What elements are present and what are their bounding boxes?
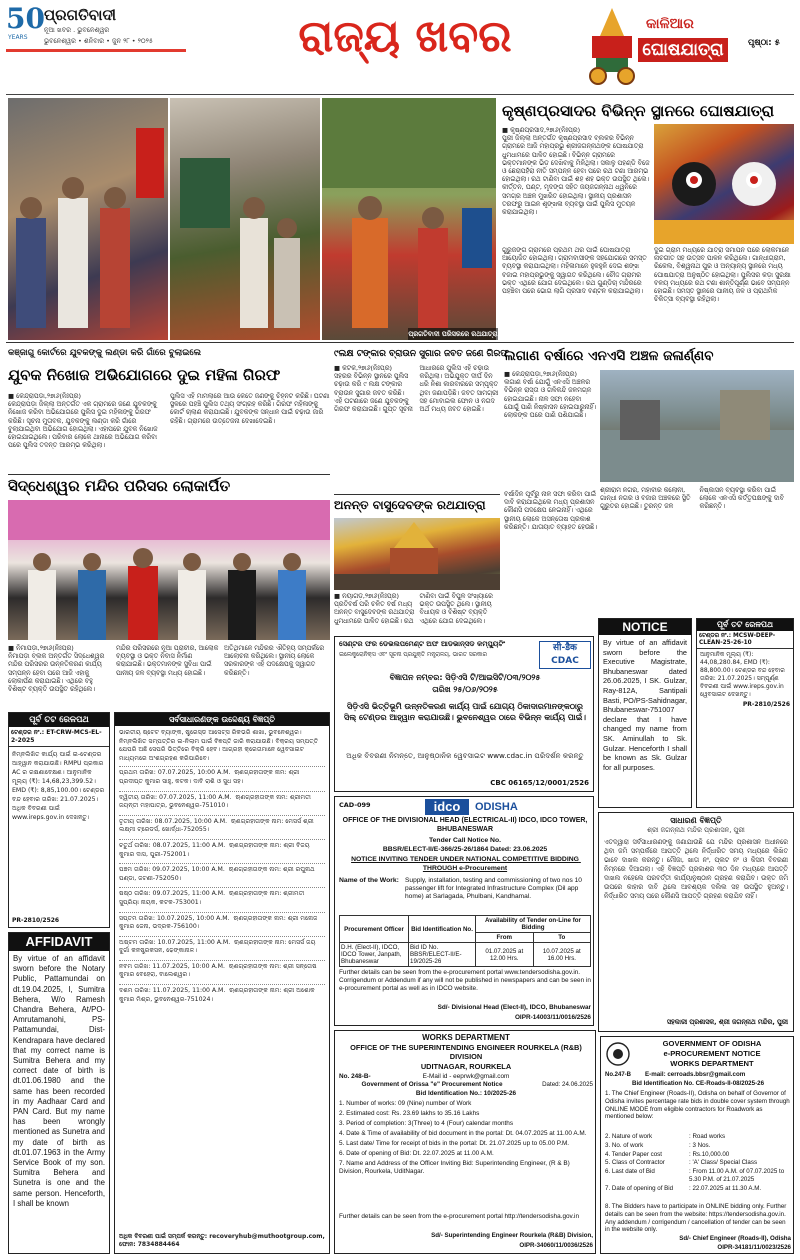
idco-td-from: 01.07.2025 at 12.00 Hrs. xyxy=(476,943,534,967)
auction-row: ପଞ୍ଚମ ତାରିଖ: 09.07.2025, 10:00 A.M. ଋଣଗ୍ରହୀତାଙ୍କ ନାମ: ଶ୍ରୀ ରଘୁନାଥ ପଣ୍ଡା, ଜଟଣୀ-752050। xyxy=(119,863,325,883)
masthead xyxy=(0,0,800,96)
govt-item-label: 4. Tender Paper cost xyxy=(605,1150,662,1158)
name-change-title: NOTICE xyxy=(599,619,691,635)
temple-figures xyxy=(8,500,330,640)
temple-land-sub: ଶ୍ରୀ ଜଗନ୍ନାଥ ମନ୍ଦିର ପ୍ରଶାସନ, ପୁରୀ xyxy=(647,826,745,834)
temple-land-notice xyxy=(598,812,794,1032)
govt-item-label: 5. Class of Contractor xyxy=(605,1159,665,1167)
govt-email: E-mail: cerroads.bbsr@gmail.com xyxy=(645,1071,746,1078)
govt-item-label: 6. Last date of Bid xyxy=(605,1168,655,1176)
govt-title3: WORKS DEPARTMENT xyxy=(670,1059,754,1068)
auction-row: ଷଷ୍ଠ ତାରିଖ: 09.07.2025, 11:00 A.M. ଋଣଗ୍ରହୀତାଙ୍କ ନାମ: ଶ୍ରୀମତୀ ସୁପ୍ରିୟା ନାୟକ, କଟକ-753001। xyxy=(119,887,325,907)
affidavit-notice xyxy=(8,932,110,1254)
idco-logo: idco xyxy=(425,799,469,815)
temple-land-body: ଏତଦ୍ୱାରା ସର୍ବସାଧାରଣଙ୍କୁ ଜଣାଯାଉଛି ଯେ ମନ୍ଦିର ପ୍ରଶାସନ ଅଧୀନରେ ଥିବା ଜମି ସମ୍ପର୍କରେ ଆପତ୍ତି ଥିଲେ ନିର୍ଦ୍ଧାରିତ ସମୟ ମଧ୍ୟରେ ଲିଖିତ ଭାବେ ଦାଖଲ କରନ୍ତୁ। ମୌଜା, ଖାତା ନଂ, ପ୍ଲଟ ନଂ ଓ କିସମ ବିବରଣୀ ନିମ୍ନରେ ଦିଆଗଲା। ଏହି ବିଜ୍ଞପ୍ତି ପ୍ରକାଶର ୩୦ ଦିନ ମଧ୍ୟରେ ଆପତ୍ତି ଦାଖଲ ନହେଲେ ପରବର୍ତ୍ତୀ କାର୍ଯ୍ୟାନୁଷ୍ଠାନ ଗ୍ରହଣ କରାଯିବ। ଉକ୍ତ ଜମି ଉପରେ କାହାର ଦାବି ଥିଲେ ଆବଶ୍ୟକ ଦଲିଲ ସହ ଉପସ୍ଥିତ ହୁଅନ୍ତୁ। ନିର୍ଦ୍ଧାରିତ ସମୟ ପରେ କୌଣସି ଆପତ୍ତି ଗ୍ରହଣ କରାଯିବ ନାହିଁ। xyxy=(604,838,791,900)
logo-sub: YEARS xyxy=(8,34,28,41)
govt-eprocurement-notice xyxy=(600,1036,794,1254)
works-bid-id: Bid Identification No.: 10/2025-26 xyxy=(415,1090,517,1097)
govt-item-row xyxy=(605,1159,791,1167)
works-oipr: OIPR-34060/11/0036/2526 xyxy=(519,1242,593,1249)
anantha-figure xyxy=(334,518,500,590)
temple-land-title: ସାଧାରଣ ବିଜ୍ଞପ୍ତି xyxy=(670,816,722,825)
govt-item-row xyxy=(605,1151,791,1159)
works-email: E-Mail id - eeprwk@gmail.com xyxy=(422,1073,510,1080)
idco-cad: CAD-099 xyxy=(339,801,371,809)
govt-item-value: : From 11.00 A.M. of 07.07.2025 to 5.30 P.M. of 21.07.2025 xyxy=(689,1168,785,1183)
govt-item-value: : Road works xyxy=(689,1133,726,1140)
works-nb: No. 248-B- xyxy=(339,1073,371,1080)
works-city: UDITNAGAR, ROURKELA xyxy=(420,1062,512,1071)
works-sign: Sd/- Superintending Engineer Rourkela (R&B) Division, xyxy=(431,1232,593,1239)
auction-row: ଦଶମ ତାରିଖ: 11.07.2025, 11:00 A.M. ଋଣଗ୍ରହୀତାଙ୍କ ନାମ: ଶ୍ରୀ ଅଶୋକ କୁମାର ମିଶ୍ର, ଭୁବନେଶ୍ୱର-751024। xyxy=(119,984,325,1004)
chariot-illustration xyxy=(582,6,642,86)
works-point: 3. Period of completion: 3(Three) to 4 (Four) calendar months xyxy=(339,1120,514,1127)
idco-bbsr: BBSR/ELECT-II/E-366/25-26/1864 Dated: 23.06.2025 xyxy=(382,846,548,853)
special-main-label: ଘୋଷଯାତ୍ରା xyxy=(638,38,728,62)
auction-row: ସପ୍ତମ ତାରିଖ: 10.07.2025, 10:00 A.M. ଋଣଗ୍ରହୀତାଙ୍କ ନାମ: ଶ୍ରୀ ମନୋଜ କୁମାର ଜେନା, ଭଦ୍ରକ-756100। xyxy=(119,912,325,932)
works-points xyxy=(339,1100,593,1212)
idols-figure xyxy=(654,124,794,244)
idco-oipr: OIPR-14003/11/0016/2526 xyxy=(514,1014,591,1021)
works-point: 4. Date & Time of availability of bid document in the portal: Dt. 04.07.2025 at 11.00 A.M. xyxy=(339,1130,587,1137)
waterlogging-figure xyxy=(600,370,794,482)
cdac-subtitle: ଇଲେକ୍ଟ୍ରୋନିକ୍ସ ଏବଂ ସୂଚନା ପ୍ରଯୁକ୍ତି ମନ୍ତ୍ରାଳୟ, ଭାରତ ସରକାର xyxy=(339,652,487,658)
idco-notice-inviting: NOTICE INVITING TENDER UNDER NATIONAL COMPETITIVE BIDDING THROUGH e-Procurement xyxy=(351,856,581,872)
cdac-web: ଅଧିକ ବିବରଣୀ ନିମନ୍ତେ, ଆନୁଷ୍ଠାନିକ ୱେବସାଇଟ www.cdac.in ପରିଦର୍ଶନ କରନ୍ତୁ xyxy=(346,751,584,760)
odisha-emblem-icon xyxy=(605,1041,631,1067)
dateline: ଭୁବନେଶ୍ୱର • ଶନିବାର • ଜୁନ ୨୮ • ୨୦୨୫ xyxy=(44,37,153,45)
photo-rathayatra-3 xyxy=(322,98,496,340)
railway-left-code: PR-2810/2526 xyxy=(12,917,60,924)
idco-sign: Sd/- Divisional Head (Elect-II), IDCO, Bhubaneswar xyxy=(437,1004,591,1011)
youth-body-col2: ପୁଲିସ ଏହି ମାମଲାରେ ଆଉ କେତେ ଜଣଙ୍କୁ ଚିହ୍ନଟ କରିଛି। ଘଟଣା ସ୍ଥଳରେ ପହଞ୍ଚି ପୁଲିସ ତଥ୍ୟ ସଂଗ୍ରହ କରିଛି। ଗିରଫ ମହିଳାଙ୍କୁ କୋର୍ଟ ଚାଲାଣ କରାଯାଇଛି। ଯୁବକଙ୍କ ସନ୍ଧାନ ପାଇଁ ଚଢ଼ାଉ ଜାରି ରହିଛି। ଗ୍ରାମରେ ଉତ୍ତେଜନା ଦେଖାଦେଇଛି। xyxy=(170,392,332,425)
page-label: ପୃଷ୍ଠା: ୫ xyxy=(748,38,780,48)
idco-title: OFFICE OF THE DIVISIONAL HEAD (ELECTRICAL-II) IDCO, IDCO TOWER, BHUBANESWAR xyxy=(342,817,590,833)
auction-notice xyxy=(114,712,330,1254)
krishnaprasad-body-col2: ଗୁରୁଜଙ୍ଗ ଗ୍ରାମରେ ପ୍ରଥମ ଥର ପାଇଁ ଘୋଷଯାତ୍ରା ଆୟୋଜିତ ହୋଇଥିଲା। ଗ୍ରାମବାସୀଙ୍କ ସହଯୋଗରେ ସମସ୍ତ ବ୍ୟବସ୍ଥା କରାଯାଇଥିଲା। ମହିଳାମାନେ ହୁଳହୁଳି ଦେଇ ଶଙ୍ଖ ବଜାଇ ମହାପ୍ରଭୁଙ୍କୁ ସ୍ୱାଗତ କରିଥିଲେ। ଚୌଦ୍ଦ ଗ୍ରାମର ଭକ୍ତ ଏଥିରେ ଯୋଗ ଦେଇଥିଲେ। ରଥ ଗୁଣ୍ଡିଚା ମନ୍ଦିରରେ ପହଞ୍ଚିବା ପରେ ଭୋଗ ଲାଗି ପ୍ରସାଦ ବଣ୍ଟନ କରାଯାଇଥିଲା। xyxy=(502,246,649,296)
cdac-date: ତାରିଖ ୨୫/୦୬/୨୦୨୫ xyxy=(432,685,498,694)
paper-name: ପ୍ରଗତିବାଦୀ xyxy=(44,6,117,24)
railway-right-ref: ଟେଣ୍ଡର ନଂ.: MCSW-DEEP-CLEAN-25-26-10 xyxy=(697,631,793,649)
temple-body-col1: ■ ନିମାପଡ଼ା,୨୭ା୬(ନିଃପ୍ର) ନିମାପଡ଼ା ବ୍ଲକ ଅନ୍ତର୍ଗତ ସିଦ୍ଧେଶ୍ୱର ମନ୍ଦିର ପରିସରର ଉନ୍ନତିକରଣ କାର୍ଯ୍ୟ ସମ୍ପନ୍ନ ହେବା ପରେ ଆଜି ଏହାକୁ ଲୋକାର୍ପଣ କରାଯାଇଛି। ଏଥିରେ ବହୁ ବିଶିଷ୍ଟ ବ୍ୟକ୍ତି ଉପସ୍ଥିତ ରହିଥିଲେ। xyxy=(8,644,105,694)
photo-temple-inauguration xyxy=(8,500,330,640)
idco-th-to: To xyxy=(533,933,591,943)
photo-anantha-chariot xyxy=(334,518,500,590)
railway-left-title: ପୂର୍ବ ତଟ ରେଳପଥ xyxy=(9,713,109,727)
logo-number: 50 xyxy=(6,2,45,35)
govt-no: No.247-B xyxy=(605,1072,632,1078)
auction-row: ନବମ ତାରିଖ: 11.07.2025, 10:00 A.M. ଋଣଗ୍ରହୀତାଙ୍କ ନାମ: ଶ୍ରୀ ସନ୍ତୋଷ କୁମାର ବେହେରା, ବାଲେଶ୍ୱର। xyxy=(119,960,325,980)
idco-tender-call: Tender Call Notice No. xyxy=(428,837,501,844)
idco-further: Further details can be seen from the e-procurement portal www.tendersodisha.gov.in. Corrigendum or Addendum if any will not be published in newspapers and can be seen in e-procurement portal as well as in IDCO website. xyxy=(339,969,593,992)
govt-item-row xyxy=(605,1133,791,1141)
govt-title2: e-PROCUREMENT NOTICE xyxy=(663,1049,761,1058)
krishnaprasad-body-col1: ■ କୃଷ୍ଣପ୍ରସାଦ,୨୭ା୬(ନିଃପ୍ର) ପୁରୀ ଜିଲ୍ଲା ଅନ୍ତର୍ଗତ କୃଷ୍ଣପ୍ରସାଦ ବ୍ଲକର ବିଭିନ୍ନ ଗ୍ରାମରେ ଆଜି ମହାପ୍ରଭୁ ଶ୍ରୀଜଗନ୍ନାଥଙ୍କ ଘୋଷଯାତ୍ରା ଧୁମଧାମରେ ପାଳିତ ହୋଇଛି। ବିଭିନ୍ନ ଗ୍ରାମରେ ଭକ୍ତମାନଙ୍କ ଭିଡ଼ ଦେଖିବାକୁ ମିଳିଥିଲା। ସକାଳୁ ପହଣ୍ଡି ବିଜେ ଓ ଛେରାପହଁରା ନୀତି ସମ୍ପନ୍ନ ହେବା ପରେ ରଥ ଟଣା ଆରମ୍ଭ ହୋଇଥିଲା। ରଥ ଟାଣିବା ପାଇଁ ଶହ ଶହ ଭକ୍ତ ଉପସ୍ଥିତ ଥିଲେ। କୀର୍ତ୍ତନ, ଘଣ୍ଟ, ମୃଦଙ୍ଗ ସହିତ ଜୟଜଗନ୍ନାଥ ଧ୍ୱନିରେ ସମଗ୍ର ଅଞ୍ଚଳ ମୁଖରିତ ହୋଇଥିଲା। ସ୍ଥାନୀୟ ପ୍ରଶାସନ ତରଫରୁ ଆଇନ ଶୃଙ୍ଖଳା ବ୍ୟବସ୍ଥା ପାଇଁ ପୁଲିସ ମୁତୟନ କରାଯାଇଥିଲା। xyxy=(502,126,650,217)
masthead-red-rule xyxy=(6,49,186,52)
temple-land-sign: ସହକାରୀ ପ୍ରଶାସକ, ଶ୍ରୀ ଜଗନ୍ନାଥ ମନ୍ଦିର, ପୁରୀ xyxy=(666,1018,788,1026)
govt-item-value: : 3 Nos. xyxy=(689,1141,711,1149)
youth-kicker: କଞ୍ଜାଗୁ କୋର୍ଟରେ ଯୁବକଙ୍କୁ ଲଣ୍ଡା କରି ଗାଁରେ ବୁଲାଇଲେ xyxy=(8,348,202,358)
works-office: OFFICE OF THE SUPERINTENDING ENGINEER ROURKELA (R&B) DIVISION xyxy=(350,1043,584,1061)
railway-right-code: PR-2810/2526 xyxy=(742,701,790,708)
photo-jagannath-idols xyxy=(654,124,794,244)
rain-body-col2: ବର୍ଷାଦିନ ପୂର୍ବରୁ ନାଳ ସଫା କରିବା ପାଇଁ ଦାବି କରାଯାଇଥିଲେ ମଧ୍ୟ ପ୍ରଶାସନ କୌଣସି ପଦକ୍ଷେପ ନେଇନାହିଁ। ଏଥିରେ ସ୍ଥାନୀୟ ଲୋକେ ଅସନ୍ତୋଷ ପ୍ରକାଶ କରିଛନ୍ତି। ଯାତାୟାତ ବ୍ୟାହତ ହେଉଛି। xyxy=(504,490,598,531)
works-point: 2. Estimated cost: Rs. 23.69 lakhs to 35.16 Lakhs xyxy=(339,1110,480,1117)
krishnaprasad-body-col3: ଦୁଇ ଗ୍ରାମ ମଧ୍ୟରେ ଯାତ୍ରା ସମାପନ ପରେ ଲୋକମାନେ ନାଚଗୀତ ସହ ଉତ୍ସବ ପାଳନ କରିଥିଲେ। ଗାନ୍ଧୀଗ୍ରାମ, ରିକେଲ, ବିଶ୍ୱନାଥ ପୁର ଓ ଅନ୍ୟାନ୍ୟ ସ୍ଥାନରେ ମଧ୍ୟ ଘୋଷଯାତ୍ରା ଅନୁଷ୍ଠିତ ହୋଇଥିଲା। ପୁଲିସର କଡ଼ା ସୁରକ୍ଷା ବଳୟ ମଧ୍ୟରେ ରଥ ଟଣା ଶାନ୍ତିପୂର୍ଣ୍ଣ ଭାବେ ସମ୍ପନ୍ନ ହୋଇଛି। ସମସ୍ତ ସ୍ଥାନରେ ପାନୀୟ ଜଳ ଓ ପ୍ରାଥମିକ ଚିକିତ୍ସା ବ୍ୟବସ୍ଥା ରହିଥିଲା। xyxy=(654,246,793,304)
auction-row: ଦ୍ୱିତୀୟ ତାରିଖ: 07.07.2025, 11:00 A.M. ଋଣଗ୍ରହୀତାଙ୍କ ନାମ: ଶ୍ରୀମତୀ ଜୟନ୍ତୀ ମହାପାତ୍ର, ଭୁବନେଶ୍ୱର-751010। xyxy=(119,791,325,811)
govt-intro: 1. The Chief Engineer (Roads-II), Odisha on behalf of Governor of Odisha invites percentage rate bids in double cover system through ONLINE MODE from eligible contractors for Roadwork as mentioned below: xyxy=(605,1090,792,1121)
railway-left-ref: ଟେଣ୍ଡର ନଂ.: ET-CRW-MCS-EL-2-2025 xyxy=(9,727,109,747)
govt-items xyxy=(605,1133,791,1203)
photo-figures-2 xyxy=(170,98,320,340)
govt-item-row xyxy=(605,1168,791,1184)
anantha-headline: ଅନନ୍ତ ବାସୁଦେବଙ୍କ ରଥଯାତ୍ରା xyxy=(334,494,500,514)
photo-waterlogged-road xyxy=(600,370,794,482)
anantha-body: ■ ନୟାଗଡ଼,୨୭ା୬(ନିଃପ୍ର) ପ୍ରତିବର୍ଷ ପରି ଚଳିତ ବର୍ଷ ମଧ୍ୟ ଅନନ୍ତ ବାସୁଦେବଙ୍କ ରଥଯାତ୍ରା ଧୁମଧାମରେ ପାଳିତ ହୋଇଛି। ରଥ ଟାଣିବା ପାଇଁ ବିପୁଳ ସଂଖ୍ୟାରେ ଭକ୍ତ ଉପସ୍ଥିତ ଥିଲେ। ସ୍ଥାନୀୟ ବିଧାୟକ ଓ ବିଶିଷ୍ଟ ବ୍ୟକ୍ତି ଏଥିରେ ଯୋଗ ଦେଇଥିଲେ। xyxy=(334,592,493,625)
photo-figures-3 xyxy=(322,98,496,340)
govt-item-label: 2. Nature of work xyxy=(605,1133,653,1140)
top-photo-caption: ପ୍ରଗତିବାଦୀ ପରିସରରେ ରଥଯାତ୍ରା xyxy=(408,330,498,338)
govt-title1: GOVERNMENT OF ODISHA xyxy=(662,1039,762,1048)
idco-table xyxy=(339,915,591,967)
photo-rathayatra-1 xyxy=(8,98,168,340)
idco-work: Supply, installation, testing and commissioning of two nos 10 passenger lift for Integrated Infrastructure Complex (Dil app home) at Sarlagada, Phulbani, Kandhamal. xyxy=(405,877,584,901)
govt-item-value: : 'A' Class/ Special Class xyxy=(689,1159,758,1167)
idco-td-officer: D.H. (Elect-II), IDCO, IDCO Tower, Janpath, Bhubaneswar xyxy=(340,943,409,967)
idco-work-label: Name of the Work: xyxy=(339,877,399,884)
govt-footer: 8. The Bidders have to participate in ONLINE bidding only. Further details can be seen from the website: https://tendersodisha.gov.in. Any addendum / corrigendum / cancellation of tender can be seen in the website only. xyxy=(605,1203,789,1234)
railway-tender-left xyxy=(8,712,110,928)
works-point: 5. Last date/ Time for receipt of bids in the portal: Dt. 21.07.2025 up to 05.00 P.M. xyxy=(339,1140,570,1147)
auction-body: ଭାରତୀୟ ଷ୍ଟେଟ ବ୍ୟାଙ୍କ, ଷ୍ଟ୍ରେସ୍ଡ ଆସେଟ୍ସ ରିକଭରି ଶାଖା, ଭୁବନେଶ୍ୱର। ନିମ୍ନଲିଖିତ ସମ୍ପତ୍ତିର ଇ-ନିଲାମ ପାଇଁ ବିଜ୍ଞପ୍ତି ଜାରି କରାଯାଉଛି। ବିକ୍ରୟ ସମ୍ପତ୍ତି ଯେପରି ଅଛି ସେପରି ଭିତ୍ତିରେ ବିକ୍ରି ହେବ। ଆଗ୍ରହୀ କ୍ରେତାମାନେ ୱେବସାଇଟ ମାଧ୍ୟମରେ ଅଂଶଗ୍ରହଣ କରିପାରିବେ। xyxy=(119,729,321,762)
works-notice xyxy=(334,1030,596,1254)
auction-title: ସର୍ବସାଧାରଣଙ୍କ ଉଦ୍ଦେଶ୍ୟ ବିଜ୍ଞପ୍ତି xyxy=(115,713,329,726)
anniversary-logo xyxy=(6,2,45,44)
name-change-body: By virtue of an affidavit sworn before the Executive Magistrate, Bhubaneswar dated 26.06.2025, I SK. Gulzar, Ray-812A, Santipali Basti, PO/PS-Sahidnagar, Bhubaneswar-751007 declare that I have changed my name from SK. Aminullah to Sk. Gulzar. Henceforth I shall be known as Sk. Gulzar for all purposes. xyxy=(603,638,687,772)
govt-oipr: OIPR-34181/11/0023/2526 xyxy=(717,1244,791,1251)
auction-row: ପ୍ରଥମ ତାରିଖ: 07.07.2025, 10:00 A.M. ଋଣଗ୍ରହୀତାଙ୍କ ନାମ: ଶ୍ରୀ ପ୍ରଦୀପ୍ତ କୁମାର ସାହୁ, କଟକ। ଦାବି ରାଶି ଓ ସୁଧ ସହ। xyxy=(119,766,325,786)
youth-body-col1: ■ କେନ୍ଦ୍ରାପଡ଼ା,୨୭ା୬(ନିଃପ୍ର) କେନ୍ଦ୍ରାପଡ଼ା ଜିଲ୍ଲା ଅନ୍ତର୍ଗତ ଏକ ଗ୍ରାମରେ ଜଣେ ଯୁବକଙ୍କୁ ନିଖୋଜ କରିବା ଅଭିଯୋଗରେ ପୁଲିସ ଦୁଇ ମହିଳାଙ୍କୁ ଗିରଫ କରିଛି। ସୂଚନା ମୁତାବକ, ଯୁବକଙ୍କୁ ଲଣ୍ଡା କରି ଗାଁରେ ବୁଲାଯାଇଥିବା ଅଭିଯୋଗ ହୋଇଥିଲା। ଏହାପରେ ଯୁବକ ନିଖୋଜ ହୋଇଯାଇଥିଲେ। ପରିବାର ଲୋକେ ଥାନାରେ ଅଭିଯୋଗ କରିବା ପରେ ପୁଲିସ ତଦନ୍ତ ଆରମ୍ଭ କରିଥିଲା। xyxy=(8,392,158,450)
auction-row: ଚତୁର୍ଥ ତାରିଖ: 08.07.2025, 11:00 A.M. ଋଣଗ୍ରହୀତାଙ୍କ ନାମ: ଶ୍ରୀ ବିଜୟ କୁମାର ଦାସ, ପୁରୀ-752001। xyxy=(119,839,325,859)
section-title: ରାଜ୍ୟ ଖବର xyxy=(298,11,512,62)
works-order: Government of Orissa "e" Procurement Notice xyxy=(361,1081,503,1088)
rain-body-col1: ■ କେନ୍ଦ୍ରାପଡ଼ା,୨୭ା୬(ନିଃପ୍ର) ଲଗାଣ ବର୍ଷା ଯୋଗୁଁ ଏନଏସି ଅଞ୍ଚଳର ବିଭିନ୍ନ ରାସ୍ତା ଓ ଗଳିକନ୍ଦି ଜଳମଗ୍ନ ହୋଇଯାଇଛି। ନାଳ ସଫା ନହେବା ଯୋଗୁଁ ପାଣି ନିଷ୍କାସନ ହୋଇପାରୁନାହିଁ। ଲୋକଙ୍କ ଘରେ ପାଣି ପଶିଯାଇଛି। xyxy=(504,370,597,420)
affidavit-title: AFFIDAVIT xyxy=(9,933,109,951)
odisha-logo: ODISHA xyxy=(475,801,518,813)
govt-bid: Bid Identification No. CE-Roads-II-08/2025-26 xyxy=(631,1080,765,1087)
railway-right-body: ଆନୁମାନିକ ମୂଲ୍ୟ (₹): 44,08,280.84, EMD (₹): 88,800.00। ଟେଣ୍ଡର ବନ୍ଦ ହେବାର ତାରିଖ: 21.07.2025। ସମ୍ପୂର୍ଣ୍ଣ ବିବରଣୀ ପାଇଁ www.ireps.gov.in ୱେବସାଇଟ ଦେଖନ୍ତୁ। xyxy=(700,651,787,698)
ghosha-yatra-banner xyxy=(580,2,730,88)
cdac-ad-no: ବିଜ୍ଞାପନ ନମ୍ବର: ସିଡ଼ିଏସି ଟି/ଆଇସିଟି/୦୩/୨୦୨୫ xyxy=(389,673,541,682)
railway-tender-right xyxy=(696,618,794,808)
works-dated: Dated: 24.06.2025 xyxy=(542,1081,593,1088)
cdac-title: ସେଣ୍ଟର ଫର ଡେଭଲପମେଣ୍ଟ ଅଫ ଆଡଭାନ୍ସଡ କମ୍ପ୍ୟୁଟିଂ xyxy=(339,640,506,648)
idco-td-to: 10.07.2025 at 16.00 Hrs. xyxy=(533,943,591,967)
govt-item-label: 7. Date of opening of Bid xyxy=(605,1184,674,1192)
idco-td-bid: Bid ID No. BBSR/ELECT-II/E-19/2025-26 xyxy=(409,943,476,967)
idco-notice xyxy=(334,796,594,1026)
idco-th-bid: Bid Identification No. xyxy=(409,916,476,943)
temple-body-col2: ମନ୍ଦିର ପରିସରରେ ନୂଆ ପ୍ରାଚୀର, ଆଲୋକ ବ୍ୟବସ୍ଥା ଓ ଭକ୍ତ ନିବାସ ନିର୍ମାଣ କରାଯାଇଛି। ଭକ୍ତମାନଙ୍କ ସୁବିଧା ପାଇଁ ପାନୀୟ ଜଳ ବ୍ୟବସ୍ଥା ମଧ୍ୟ ହୋଇଛି। xyxy=(116,644,221,677)
special-top-label: କାଳିଆର xyxy=(646,16,694,32)
rain-body-col3: ଶ୍ରୀରାମ ନଗର, ମହାବୀର କଲୋନୀ, ଗାନ୍ଧୀ ନଗର ଓ ବଜାର ଅଞ୍ଚଳରେ ସ୍ଥିତି ଗୁରୁତର ହୋଇଛି। ତୁରନ୍ତ ଜଳ ନିଷ୍କାସନ ବ୍ୟବସ୍ଥା କରିବା ପାଇଁ ଲୋକେ ଏନଏସି କର୍ତ୍ତୃପକ୍ଷଙ୍କୁ ଦାବି କରିଛନ୍ତି। xyxy=(600,486,787,511)
affidavit-body: By virtue of an affidavit sworn before the Notary Public, Pattamundai on dt.19.04.2025, I, Sumitra Behera, W/o Ramesh Chandra Behera, At/PO-Amrutamanohi, PS-Pattamundai, Dist-Kendrapara have declared that my correct name is Sumitra Behera and my correct date of birth is dt.01.06.1980 and the same has been recorded in my Aadhaar Card and PAN Card. But my name has been wrongly mentioned as Sunetra and my date of birth as dt.01.07.1963 in the Army Service Book of my son. Sumitra Behera and Sunetra is one and the same person. Henceforth, I shall be known xyxy=(13,954,105,1208)
govt-item-row xyxy=(605,1185,791,1193)
works-further: Further details can be seen from the e-procurement portal http://tendersodisha.gov.in xyxy=(339,1213,580,1220)
works-point: 7. Name and Address of the Officer Inviting Bid: Superintending Engineer, (R & B) Division, Rourkela, UditNagar. xyxy=(339,1160,572,1175)
youth-headline: ଯୁବକ ନିଖୋଜ ଅଭିଯୋଗରେ ଦୁଇ ମହିଳା ଗିରଫ xyxy=(8,366,281,384)
idco-th-availability: Availability of Tender on-Line for Bidding xyxy=(476,916,591,933)
tagline: ନୂଆ ଖବର . ଭୁବନେଶ୍ୱର xyxy=(44,26,110,34)
auction-row: ତୃତୀୟ ତାରିଖ: 08.07.2025, 10:00 A.M. ଋଣଗ୍ରହୀତାଙ୍କ ନାମ: ମେସର୍ସ ଶ୍ରୀ ଲକ୍ଷ୍ମୀ ଟ୍ରେଡର୍ସ, ଖୋର୍ଦ୍ଧା-752055। xyxy=(119,815,325,835)
rule-under-photos xyxy=(6,342,794,343)
krishnaprasad-headline: କୃଷ୍ଣପ୍ରସାଦର ବିଭିନ୍ନ ସ୍ଥାନରେ ଘୋଷଯାତ୍ରା xyxy=(502,102,775,120)
works-point: 6. Date of opening of Bid: Dt. 22.07.2025 at 11.00 A.M. xyxy=(339,1150,494,1157)
works-point: 1. Number of works: 09 (Nine) number of Work xyxy=(339,1100,472,1107)
masthead-divider xyxy=(6,94,794,95)
photo-figures-1 xyxy=(8,98,168,340)
railway-right-title: ପୂର୍ବ ତଟ ରେଳପଥ xyxy=(697,619,793,631)
name-change-notice xyxy=(598,618,692,808)
govt-item-row xyxy=(605,1142,791,1150)
govt-item-value: : Rs.10,000.00 xyxy=(689,1150,730,1158)
railway-left-body: ନିମ୍ନଲିଖିତ କାର୍ଯ୍ୟ ପାଇଁ ଇ-ଟେଣ୍ଡର ଆହ୍ୱାନ କରାଯାଉଛି। RMPU ପ୍ରକାର AC ର ରକ୍ଷଣାବେକ୍ଷଣ। ଆନୁମାନିକ ମୂଲ୍ୟ (₹): 14,68,23,399.52। EMD (₹): 8,85,100.00। ଟେଣ୍ଡର ବନ୍ଦ ହେବାର ତାରିଖ: 21.07.2025। ଅଧିକ ବିବରଣୀ ପାଇଁ www.ireps.gov.in ଦେଖନ୍ତୁ। xyxy=(12,751,107,821)
govt-item-label: 3. No. of work xyxy=(605,1141,644,1149)
brownsugar-body: ■ କଟକ,୨୭ା୬(ନିଃପ୍ର) ସହରର ବିଭିନ୍ନ ସ୍ଥାନରେ ପୁଲିସ ଚଢ଼ାଉ କରି ୯ ଲକ୍ଷ ଟଙ୍କାର ବ୍ରାଉନ ସୁଗାର ଜବତ କରିଛି। ଏହି ଘଟଣାରେ ଜଣେ ଯୁବକଙ୍କୁ ଗିରଫ କରାଯାଇଛି। ଗୁପ୍ତ ସୂଚନା ଆଧାରରେ ପୁଲିସ ଏହି ଚଢ଼ାଉ କରିଥିଲା। ଅଭିଯୁକ୍ତ ଦୀର୍ଘ ଦିନ ଧରି ନିଶା କାରବାରରେ ସମ୍ପୃକ୍ତ ଥିବା ଜଣାପଡ଼ିଛି। ଜବତ ସାମଗ୍ରୀ ସହ ମୋବାଇଲ ଫୋନ ଓ ନଗଦ ଅର୍ଥ ମଧ୍ୟ ଜବତ ହୋଇଛି। xyxy=(334,364,499,414)
cdac-logo: सी-डैक CDAC xyxy=(539,641,591,669)
temple-headline: ସିଦ୍ଧେଶ୍ୱର ମନ୍ଦିର ପରିସର ଲୋକାର୍ପିତ xyxy=(8,474,330,496)
brownsugar-headline: ୯ଲକ୍ଷ ଟଙ୍କାର ବ୍ରାଉନ ସୁଗାର ଜବତ ଜଣେ ଗିରଫ xyxy=(334,349,509,359)
auction-footer: ଅଧିକ ବିବରଣୀ ପାଇଁ ସମ୍ପର୍କ କରନ୍ତୁ: recoveryhub@muthootgroup.com, ଫୋନ: 7834884464 xyxy=(119,1233,327,1248)
idco-th-from: From xyxy=(476,933,534,943)
auction-row: ଅଷ୍ଟମ ତାରିଖ: 10.07.2025, 11:00 A.M. ଋଣଗ୍ରହୀତାଙ୍କ ନାମ: ମେସର୍ସ ଜୟ ଦୁର୍ଗା କନଷ୍ଟ୍ରକସନ, ଢେଙ୍କାନାଳ। xyxy=(119,936,325,956)
govt-sign: Sd/- Chief Engineer (Roads-II), Odisha xyxy=(679,1235,791,1242)
rain-headline: ଲଗାଣ ବର୍ଷାରେ ଏନଏସି ଅଞ୍ଚଳ ଜଳାର୍ଣ୍ଣବ xyxy=(504,348,714,364)
photo-rathayatra-2 xyxy=(170,98,320,340)
cdac-code: CBC 06165/12/0001/2526 xyxy=(490,779,589,787)
auction-row-list xyxy=(115,766,329,1004)
govt-item-value: : 22.07.2025 at 11.30 A.M. xyxy=(689,1184,762,1192)
idco-th-officer: Procurement Officer xyxy=(340,916,409,943)
cdac-notice xyxy=(334,636,594,792)
cdac-body: ସିଡ଼ିଏସି ଭିତ୍ତିଭୂମି ଉନ୍ନତିକରଣ କାର୍ଯ୍ୟ ପାଇଁ ଯୋଗ୍ୟ ଠିକାଦାରମାନଙ୍କଠାରୁ ସିଲ୍ ଟେଣ୍ଡର ଆହ୍ୱାନ କରାଯାଉଛି। ଭୁବନେଶ୍ୱର ଠାରେ ବିଭିନ୍ନ କାର୍ଯ୍ୟ ପାଇଁ। xyxy=(344,702,586,722)
works-dept: WORKS DEPARTMENT xyxy=(422,1033,510,1042)
temple-body-col3: ଅତିଥିମାନେ ମନ୍ଦିରର ଐତିହ୍ୟ ସମ୍ପର୍କରେ ଆଲୋଚନା କରିଥିଲେ। ସ୍ଥାନୀୟ ଲୋକେ ସରକାରଙ୍କ ଏହି ପଦକ୍ଷେପକୁ ସ୍ୱାଗତ କରିଛନ୍ତି। xyxy=(224,644,327,677)
